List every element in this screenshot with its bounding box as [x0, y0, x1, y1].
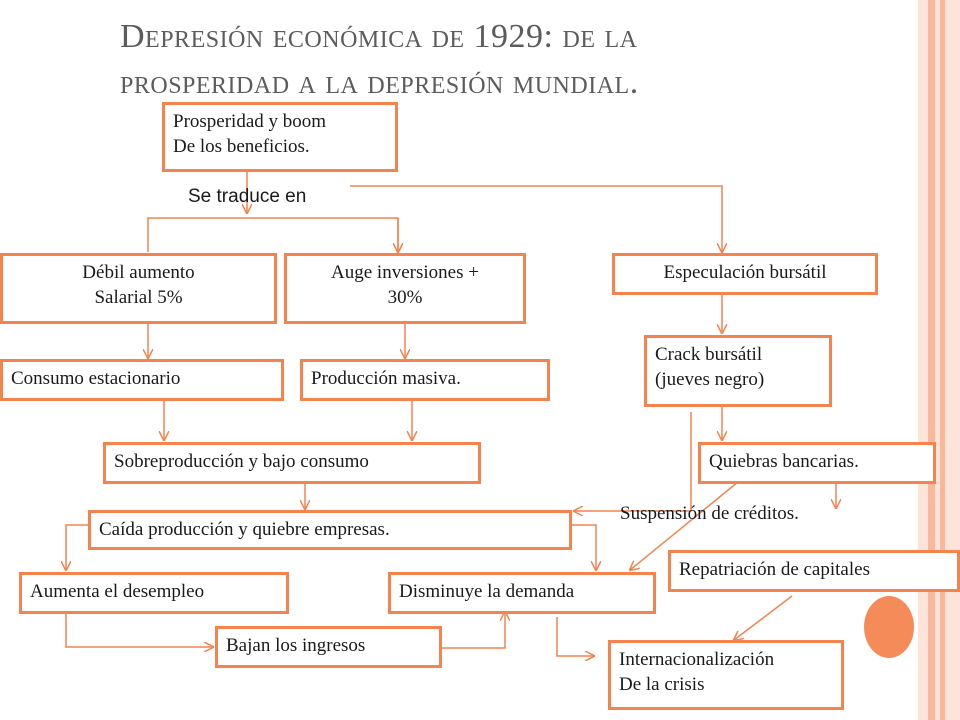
connector-disminuye-internacionalizacion	[557, 617, 594, 656]
box-auge-line-1: Auge inversiones +	[331, 262, 479, 283]
box-bajan	[215, 626, 442, 668]
connector-aumenta-bajan	[66, 612, 213, 647]
box-internacionalizacion-line-2: De la crisis	[619, 674, 705, 695]
box-internacionalizacion	[608, 640, 844, 710]
connector-crack-caida	[574, 412, 691, 511]
label-se-traduce: Se traduce en	[188, 186, 307, 207]
box-repatriacion-text: Repatriación de capitales	[679, 559, 870, 580]
box-auge-inversiones	[284, 253, 526, 324]
box-prosperidad	[162, 102, 398, 172]
box-consumo	[0, 359, 284, 401]
decorative-circle	[864, 596, 914, 658]
box-prosperidad-line-1: Prosperidad y boom	[173, 111, 327, 132]
box-consumo-text: Consumo estacionario	[11, 368, 181, 389]
box-especulacion	[612, 253, 878, 295]
connector-caida-disminuye	[572, 525, 596, 570]
box-debil-aumento	[0, 253, 277, 324]
box-internacionalizacion-line-1: Internacionalización	[619, 649, 775, 670]
box-caida	[88, 510, 572, 550]
box-crack-line-2: (jueves negro)	[655, 369, 765, 390]
box-produccion-text: Producción masiva.	[311, 368, 461, 389]
box-disminuye-text: Disminuye la demanda	[399, 581, 575, 602]
box-produccion	[300, 359, 550, 401]
box-sobreproduccion	[103, 442, 481, 484]
box-quiebras-text: Quiebras bancarias.	[709, 451, 859, 472]
box-quiebras	[698, 442, 936, 484]
box-aumenta	[19, 572, 289, 614]
box-debil-line-2: Salarial 5%	[94, 287, 183, 308]
slide-title-line-1: Depresión económica de 1929: de la	[120, 18, 638, 55]
connector-repatriacion-internacionalizacion	[734, 596, 792, 640]
box-disminuye	[388, 572, 656, 614]
label-suspension: Suspensión de créditos.	[620, 503, 799, 524]
box-aumenta-text: Aumenta el desempleo	[30, 581, 205, 602]
connector-split-debil	[148, 218, 398, 252]
slide-title-line-2: prosperidad a la depresión mundial.	[120, 64, 639, 101]
box-debil-line-1: Débil aumento	[82, 262, 195, 283]
box-crack-line-1: Crack bursátil	[655, 344, 763, 365]
box-especulacion-text: Especulación bursátil	[663, 262, 827, 283]
box-sobreproduccion-text: Sobreproducción y bajo consumo	[114, 451, 369, 472]
box-repatriacion	[668, 550, 960, 592]
connector-caida-aumenta	[66, 525, 90, 570]
connector-to-especulacion	[350, 186, 722, 252]
box-bajan-text: Bajan los ingresos	[226, 635, 366, 656]
box-auge-line-2: 30%	[387, 287, 423, 308]
connector-bajan-disminuye	[441, 612, 505, 648]
box-prosperidad-line-2: De los beneficios.	[173, 136, 310, 157]
box-caida-text: Caída producción y quiebre empresas.	[99, 519, 390, 540]
box-crack	[644, 335, 832, 407]
